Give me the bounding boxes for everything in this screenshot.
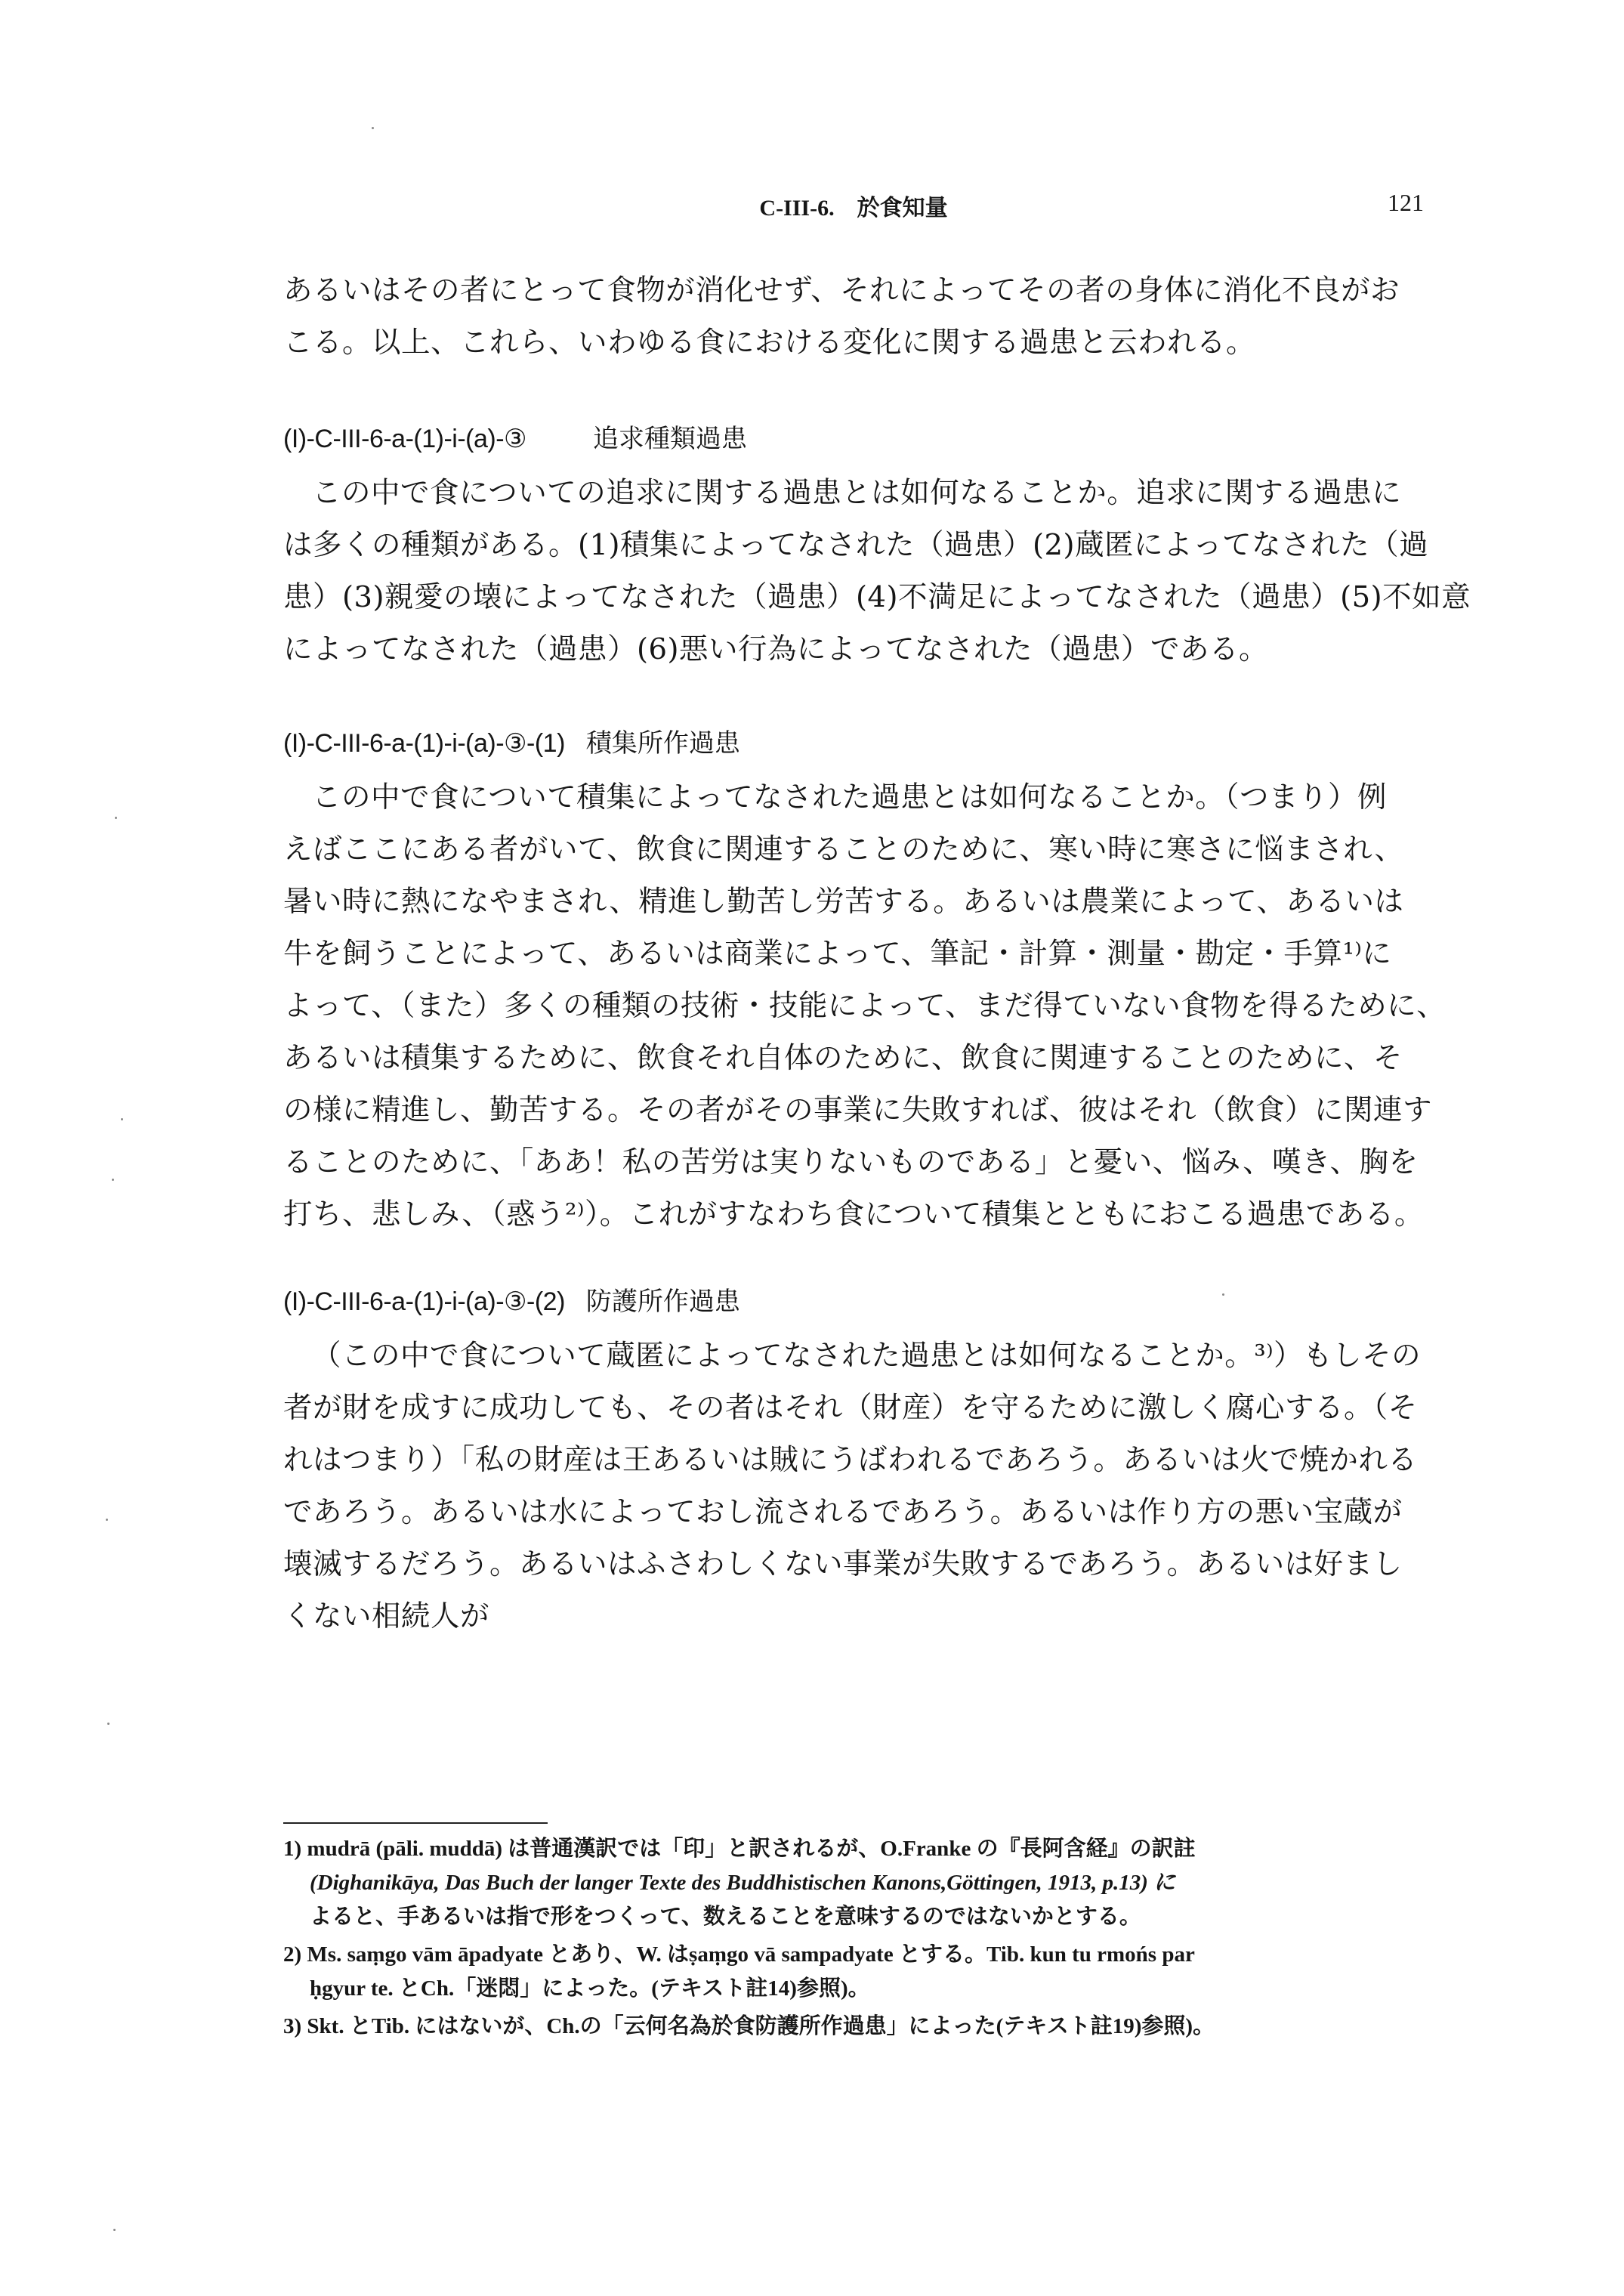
footnote-line: (Dighanikāya, Das Buch der langer Texte des Buddhistischen Kanons,Göttingen, 1913, p.13) に xyxy=(310,1871,1176,1895)
footnote-3 xyxy=(283,2010,1446,2044)
text-line: 暑い時に熱になやまされ、精進し勤苦し労苦する。あるいは農業によって、あるいは xyxy=(283,885,1404,919)
footnote-2 xyxy=(283,1938,1446,2006)
text-line: 患）(3)親愛の壊によってなされた（過患）(4)不満足によってなされた（過患）(5)不如意 xyxy=(283,580,1471,614)
intro-paragraph xyxy=(283,264,1439,369)
chapter-title: C-III-6. 於食知量 xyxy=(759,196,948,221)
text-line: この中で食について積集によってなされた過患とは如何なることか。（つまり）例 xyxy=(312,780,1387,814)
text-line: よって、（また）多くの種類の技術・技能によって、まだ得ていない食物を得るために、 xyxy=(283,989,1446,1023)
section-body-3-2 xyxy=(283,1330,1439,1642)
footnote-line: 1) mudrā (pāli. muddā) は普通漢訳では「印」と訳されるが、O.Franke の『長阿含経』の訳註 xyxy=(283,1837,1196,1861)
footnote-line: 3) Skt. とTib. にはないが、Ch.の「云何名為於食防護所作過患」によった(テキスト註19)参照)。 xyxy=(283,2014,1215,2038)
section-body-3 xyxy=(283,467,1471,675)
text-line: 打ち、悲しみ、（惑う²⁾）。これがすなわち食について積集とともにおこる過患である。 xyxy=(283,1197,1424,1231)
scan-speck xyxy=(121,1118,123,1120)
text-line: れはつまり）「私の財産は王あるいは賊にうばわれるであろう。あるいは火で焼かれる xyxy=(283,1443,1418,1477)
text-line: あるいはその者にとって食物が消化せず、それによってその者の身体に消化不良がお xyxy=(283,273,1400,307)
section-number: (I)-C-III-6-a-(1)-i-(a)-③ xyxy=(283,425,527,453)
text-line: ることのために、「ああ！私の苦労は実りないものである」と憂い、悩み、嘆き、胸を xyxy=(283,1145,1419,1179)
footnotes xyxy=(283,1832,1446,2047)
page-number: 121 xyxy=(1388,189,1424,216)
scan-speck xyxy=(1222,1293,1224,1296)
text-line: 壊滅するだろう。あるいはふさわしくない事業が失敗するであろう。あるいは好まし xyxy=(283,1547,1403,1581)
section-body-3-1 xyxy=(283,771,1446,1241)
scan-speck xyxy=(372,127,374,129)
footnote-divider xyxy=(283,1822,548,1824)
section-title: 追求種類過患 xyxy=(593,424,748,454)
text-line: えばここにある者がいて、飲食に関連することのために、寒い時に寒さに悩まされ、 xyxy=(283,833,1404,867)
text-line: の様に精進し、勤苦する。その者がその事業に失敗すれば、彼はそれ（飲食）に関連す xyxy=(283,1093,1433,1127)
section-number: (I)-C-III-6-a-(1)-i-(a)-③-(1) xyxy=(283,729,565,758)
footnote-line: ḥgyur te. とCh.「迷悶」によった。(テキスト註14)参照)。 xyxy=(310,1976,870,2001)
section-title: 防護所作過患 xyxy=(585,1287,740,1317)
text-line: くない相続人が xyxy=(283,1599,490,1633)
section-title: 積集所作過患 xyxy=(585,728,740,759)
scan-speck xyxy=(113,2229,116,2231)
text-line: この中で食についての追求に関する過患とは如何なることか。追求に関する過患に xyxy=(312,476,1402,510)
running-header xyxy=(283,189,1424,227)
text-line: によってなされた（過患）(6)悪い行為によってなされた（過患）である。 xyxy=(283,632,1269,666)
text-line: あるいは積集するために、飲食それ自体のために、飲食に関連することのために、そ xyxy=(283,1041,1403,1075)
footnote-line: 2) Ms. saṃgo vām āpadyate とあり、W. はṣaṃgo vā sampadyate とする。Tib. kun tu rmońs par xyxy=(283,1942,1195,1967)
scan-speck xyxy=(112,1179,114,1181)
scan-speck xyxy=(107,1723,110,1725)
section-heading-3 xyxy=(283,416,747,462)
section-number: (I)-C-III-6-a-(1)-i-(a)-③-(2) xyxy=(283,1287,565,1316)
section-heading-3-2 xyxy=(283,1279,740,1324)
text-line: 者が財を成すに成功しても、その者はそれ（財産）を守るために激しく腐心する。（そ xyxy=(283,1391,1418,1425)
text-line: こる。以上、これら、いわゆる食における変化に関する過患と云われる。 xyxy=(283,326,1256,360)
text-line: （この中で食について蔵匿によってなされた過患とは如何なることか。³⁾）もしその xyxy=(312,1339,1422,1373)
text-line: であろう。あるいは水によっておし流されるであろう。あるいは作り方の悪い宝蔵が xyxy=(283,1495,1403,1529)
footnote-line: よると、手あるいは指で形をつくって、数えることを意味するのではないかとする。 xyxy=(310,1905,1141,1929)
text-line: 牛を飼うことによって、あるいは商業によって、筆記・計算・測量・勘定・手算¹⁾に xyxy=(283,937,1392,971)
scan-speck xyxy=(115,817,117,819)
footnote-1 xyxy=(283,1832,1446,1934)
text-line: は多くの種類がある。(1)積集によってなされた（過患）(2)蔵匿によってなされた（過 xyxy=(283,528,1429,562)
section-heading-3-1 xyxy=(283,721,740,766)
scan-speck xyxy=(106,1519,108,1521)
